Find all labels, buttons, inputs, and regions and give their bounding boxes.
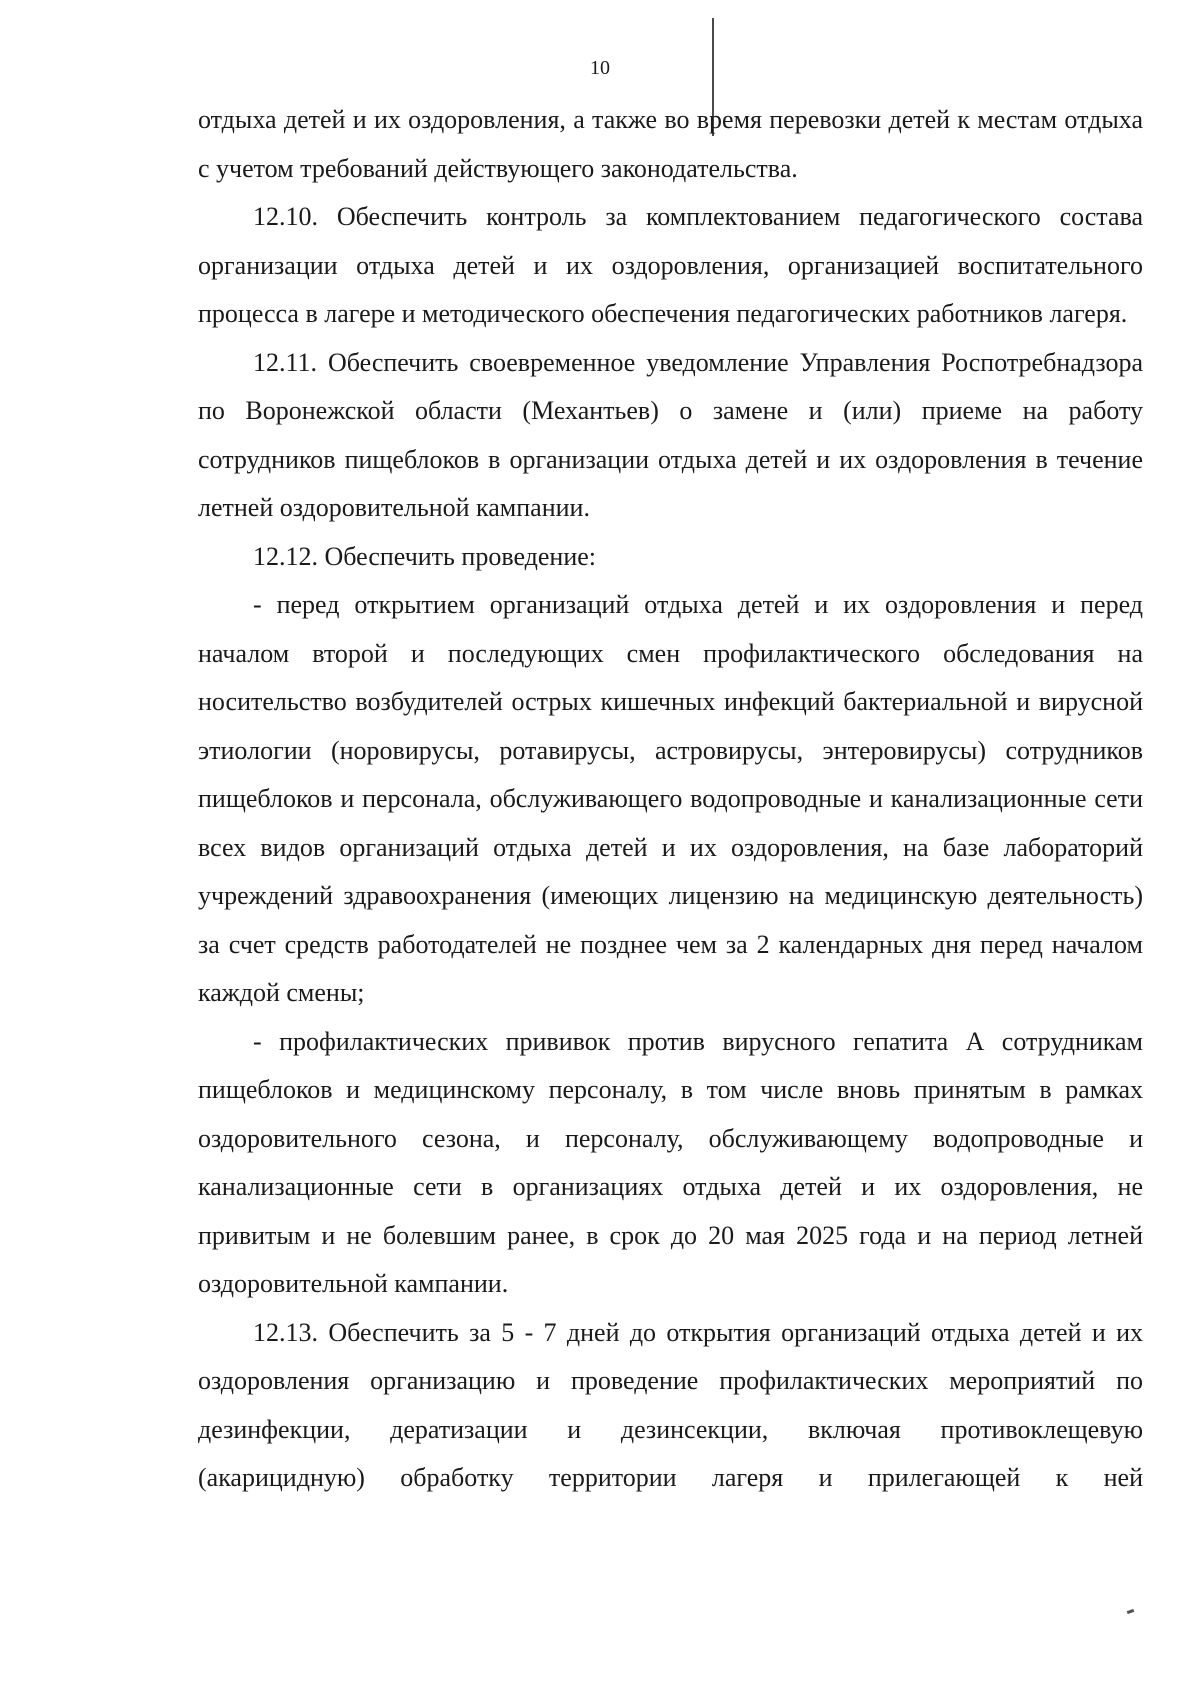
paragraph-12-12-item-examination: - перед открытием организаций отдыха детей и их оздоровления и перед началом второй и последующих смен профилактического обследования на носительство возбудителей острых кишечных инфекций бактериальной и вирусной этиологии (норовирусы, ротавирусы, астровирусы, энтеровирусы) сотрудников пищеблоков и персонала, обслуживающего водопроводные и канализационные сети всех видов организаций отдыха детей и их оздоровления, на базе лабораторий учреждений здравоохранения (имеющих лицензию на медицинскую деятельность) за счет средств работодателей не позднее чем за 2 календарных дня перед началом каждой смены; [198,590,1143,1007]
document-body [198,96,1143,1503]
paragraph-12-11: 12.11. Обеспечить своевременное уведомление Управления Роспотребнадзора по Воронежской области (Механтьев) о замене и (или) приеме на работу сотрудников пищеблоков в организации отдыха детей и их оздоровления в течение летней оздоровительной кампании. [198,347,1143,522]
paragraph-continuation: отдыха детей и их оздоровления, а также во время перевозки детей к местам отдыха с учетом требований действующего законодательства. [198,105,1143,183]
page-number: 10 [590,57,610,79]
scan-speck [1127,1609,1135,1614]
paragraph-12-12: 12.12. Обеспечить проведение: [253,541,597,571]
paragraph-12-13: 12.13. Обеспечить за 5 - 7 дней до открытия организаций отдыха детей и их оздоровления организацию и проведение профилактических мероприятий по дезинфекции, дератизации и дезинсекции, включая противоклещевую (акарицидную) обработку территории лагеря и прилегающей к ней [198,1317,1143,1492]
paragraph-12-10: 12.10. Обеспечить контроль за комплектованием педагогического состава организации отдыха детей и их оздоровления, организацией воспитательного процесса в лагере и методического обеспечения педагогических работников лагеря. [198,202,1143,328]
paragraph-12-12-item-vaccination: - профилактических прививок против вирусного гепатита А сотрудникам пищеблоков и медицинскому персоналу, в том числе вновь принятым в рамках оздоровительного сезона, и персоналу, обслуживающему водопроводные и канализационные сети в организациях отдыха детей и их оздоровления, не привитым и не болевшим ранее, в срок до 20 мая 2025 года и на период летней оздоровительной кампании. [198,1026,1143,1298]
